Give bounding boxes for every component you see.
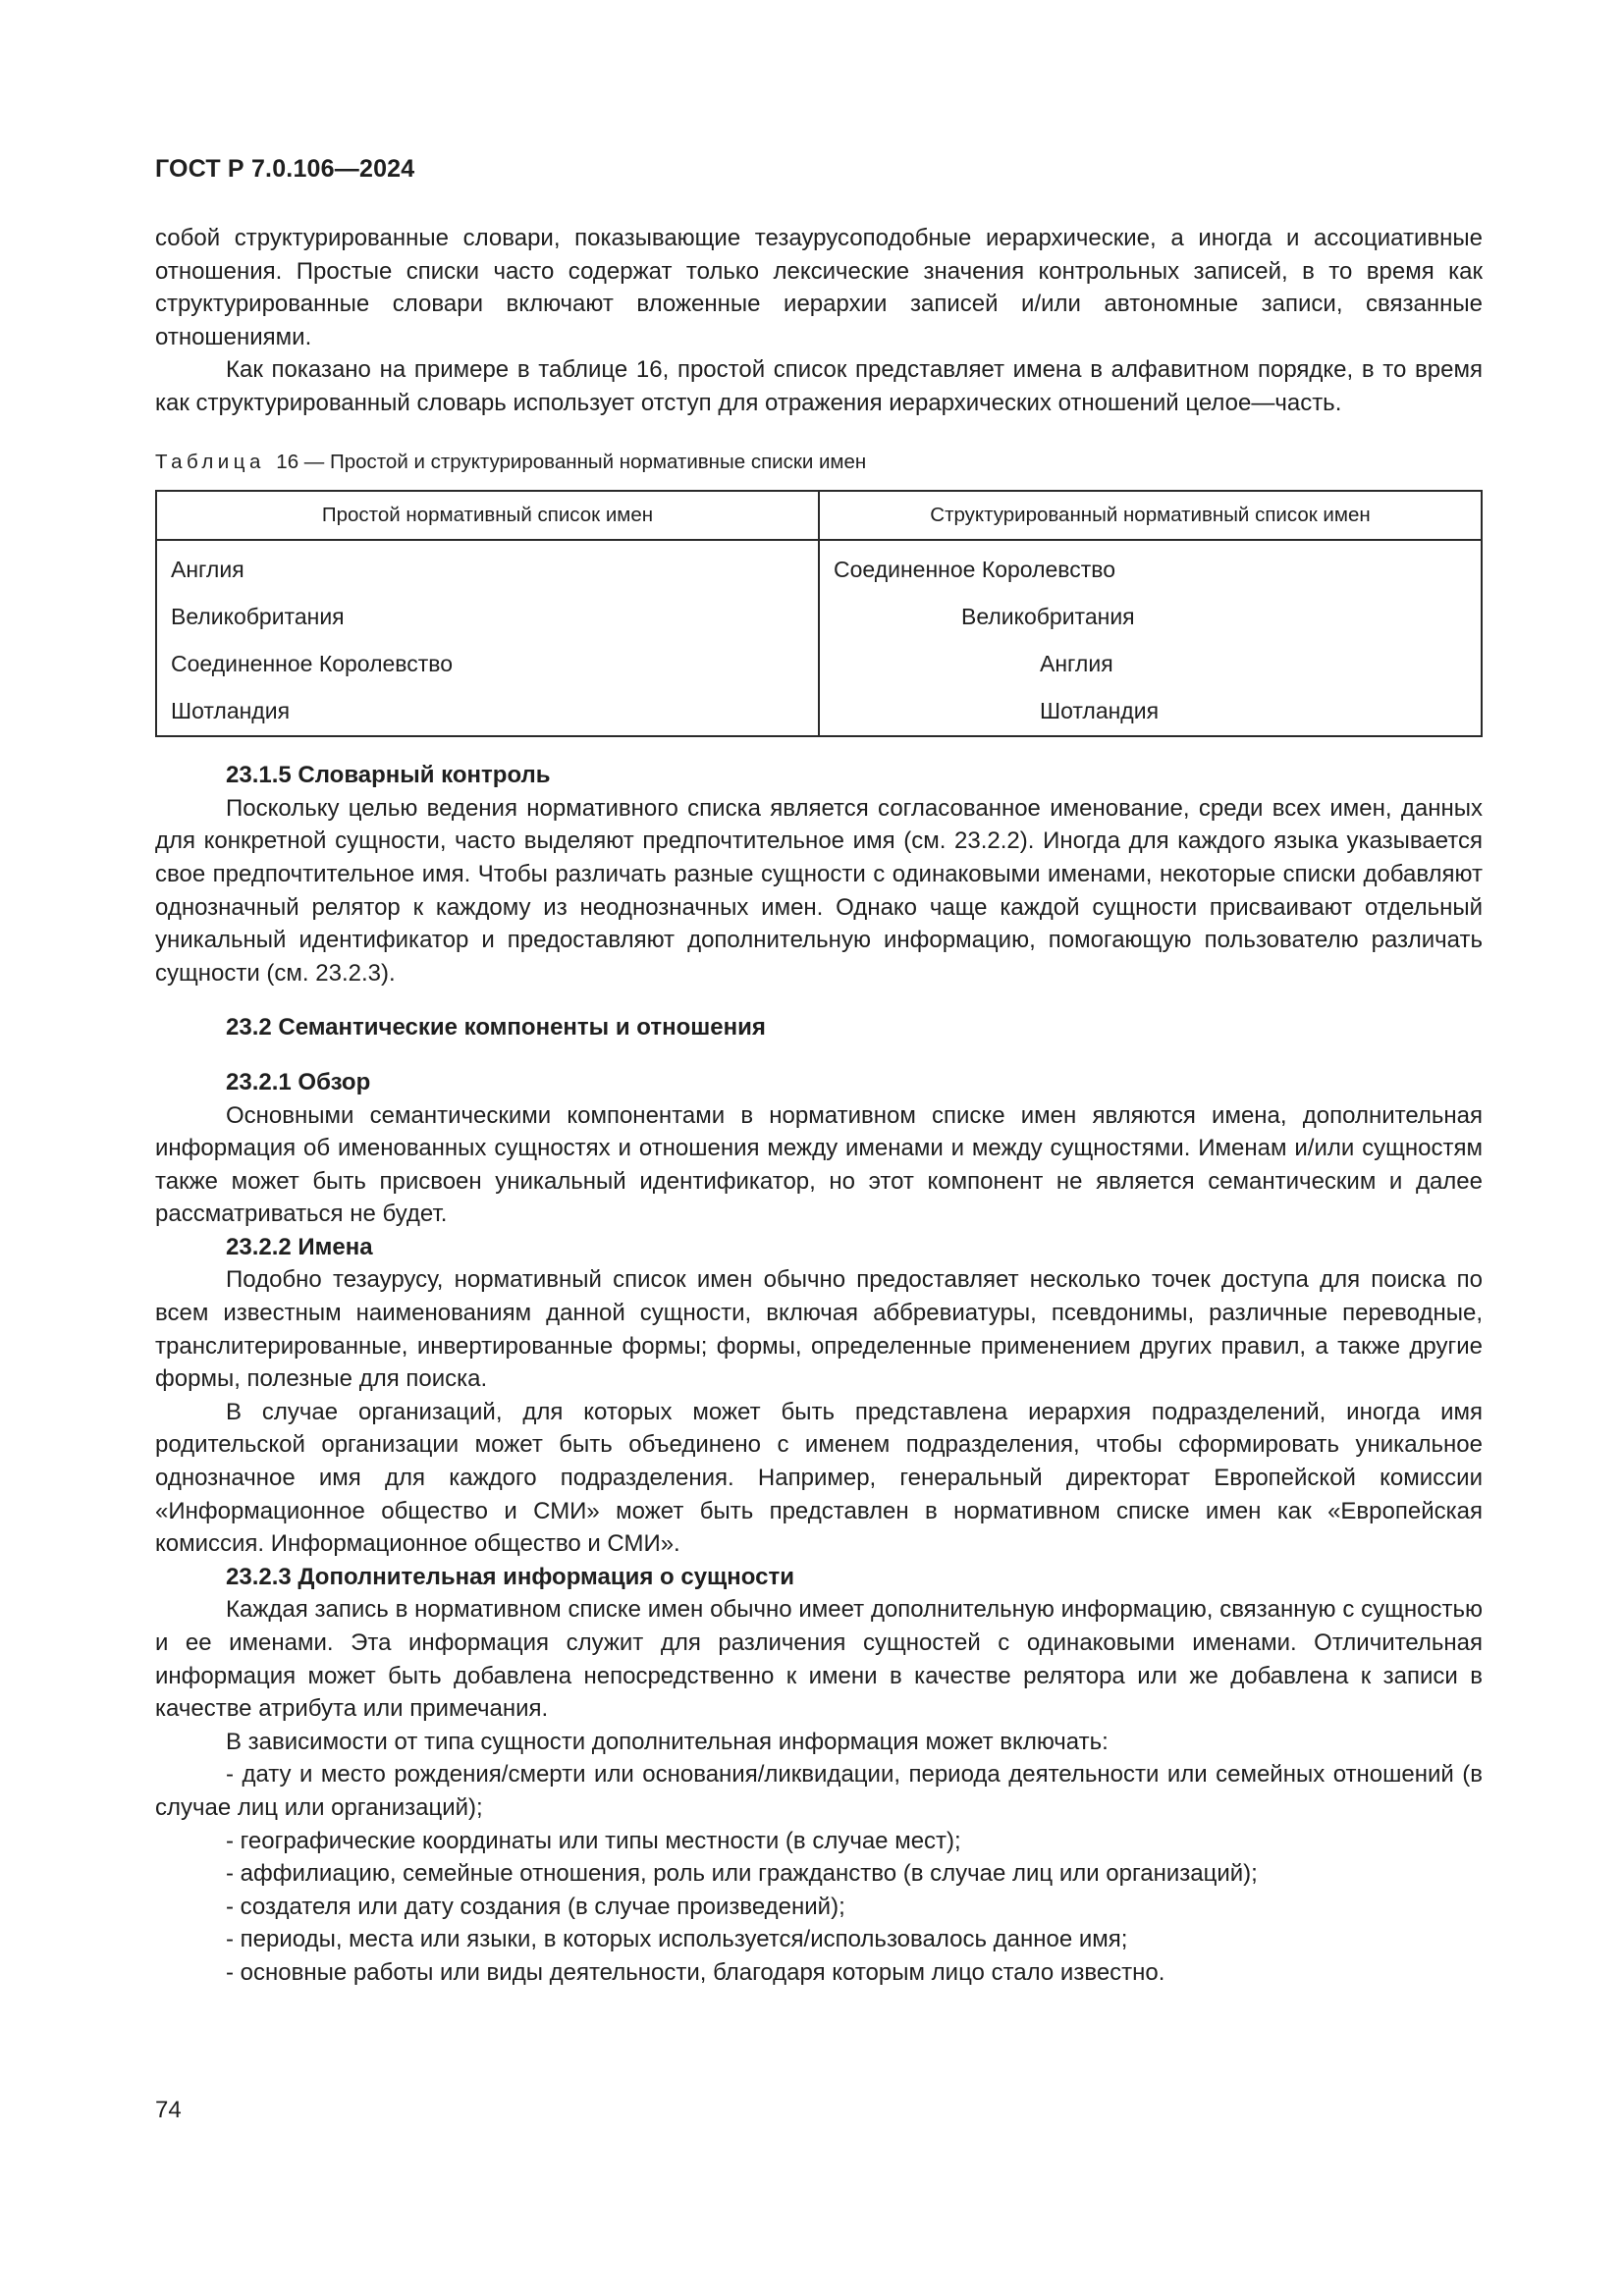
page-body	[155, 222, 1483, 1990]
column-header-simple: Простой нормативный список имен	[156, 491, 819, 540]
section-heading-23-2-2: 23.2.2 Имена	[226, 1233, 373, 1260]
intro-paragraph-1: собой структурированные словари, показывающие тезаурусоподобные иерархические, а иногда и ассоциативные отношения. Простые списки часто содержат только лексические значения контрольных записей, в то время как структурированные словари включают вложенные иерархии записей и/или автономные записи, связанные отношениями.	[155, 225, 1483, 350]
table-header-row	[156, 491, 1482, 540]
section-paragraph: В случае организаций, для которых может быть представлена иерархия подразделений, иногда имя родительской организации может быть объединено с именем подразделения, чтобы сформировать уникальное однозначное имя для каждого подразделения. Например, генеральный директорат Европейской комиссии «Информационное общество и СМИ» может быть представлен в нормативном списке имен как «Европейская комиссия. Информационное общество и СМИ».	[155, 1398, 1483, 1558]
section-heading-23-2-3: 23.2.3 Дополнительная информация о сущности	[226, 1563, 794, 1590]
section-paragraph: Поскольку целью ведения нормативного списка является согласованное именование, среди всех имен, данных для конкретной сущности, часто выделяют предпочтительное имя (см. 23.2.2). Иногда для каждого языка указывается свое предпочтительное имя. Чтобы различать разные сущности с одинаковыми именами, некоторые списки добавляют однозначный релятор к каждому из неоднозначных имен. Однако чаще каждой сущности присваивают отдельный уникальный идентификатор и предоставляют дополнительную информацию, помогающую пользователю различать сущности (см. 23.2.3).	[155, 794, 1483, 987]
section-paragraph: Подобно тезаурусу, нормативный список имен обычно предоставляет несколько точек доступа для поиска по всем известным наименованиям данной сущности, включая аббревиатуры, псевдонимы, различные переводные, транслитерированные, инвертированные формы; формы, определенные применением других правил, а также другие формы, полезные для поиска.	[155, 1266, 1483, 1393]
section-paragraph: Каждая запись в нормативном списке имен обычно имеет дополнительную информацию, связанную с сущностью и ее именами. Эта информация служит для различения сущностей с одинаковыми именами. Отличительная информация может быть добавлена непосредственно к имени в качестве релятора или же добавлена к записи в качестве атрибута или примечания.	[155, 1596, 1483, 1723]
section-heading-23-1-5: 23.1.5 Словарный контроль	[226, 762, 551, 789]
list-item: - географические координаты или типы местности (в случае мест);	[226, 1827, 961, 1854]
cell-simple: Великобритания	[156, 594, 819, 641]
list-item: - дату и место рождения/смерти или основания/ликвидации, периода деятельности или семейных отношений (в случае лиц или организаций);	[155, 1761, 1483, 1821]
section-heading-23-2: 23.2 Семантические компоненты и отношения	[226, 1014, 766, 1041]
column-header-structured: Структурированный нормативный список имен	[819, 491, 1482, 540]
list-item: - периоды, места или языки, в которых используется/использовалось данное имя;	[226, 1926, 1128, 1953]
table-row	[156, 594, 1482, 641]
table-row	[156, 540, 1482, 594]
table-caption	[155, 446, 1483, 479]
table-row	[156, 641, 1482, 688]
list-item: - основные работы или виды деятельности, благодаря которым лицо стало известно.	[226, 1958, 1165, 1986]
cell-simple: Шотландия	[156, 688, 819, 736]
table-caption-text: 16 — Простой и структурированный нормативные списки имен	[276, 450, 867, 473]
cell-structured-level-0: Соединенное Королевство	[819, 540, 1482, 594]
list-item: - создателя или дату создания (в случае произведений);	[226, 1893, 845, 1920]
cell-simple: Англия	[156, 540, 819, 594]
section-paragraph: В зависимости от типа сущности дополнительная информация может включать:	[226, 1728, 1109, 1755]
section-paragraph: Основными семантическими компонентами в нормативном списке имен являются имена, дополнительная информация об именованных сущностях и отношения между именами и между сущностями. Именам и/или сущностям также может быть присвоен уникальный идентификатор, но этот компонент не является семантическим и далее рассматриваться не будет.	[155, 1101, 1483, 1228]
intro-paragraph-2: Как показано на примере в таблице 16, простой список представляет имена в алфавитном порядке, в то время как структурированный словарь использует отступ для отражения иерархических отношений целое—часть.	[155, 356, 1483, 416]
names-table	[155, 490, 1483, 737]
list-item: - аффилиацию, семейные отношения, роль или гражданство (в случае лиц или организаций);	[226, 1860, 1258, 1888]
document-id-header: ГОСТ Р 7.0.106—2024	[155, 155, 415, 183]
table-caption-word: Таблица	[155, 450, 265, 473]
table-row	[156, 688, 1482, 736]
section-heading-23-2-1: 23.2.1 Обзор	[226, 1068, 371, 1095]
cell-structured-level-2: Англия	[819, 641, 1482, 688]
page-number: 74	[155, 2097, 182, 2123]
cell-structured-level-1: Великобритания	[819, 594, 1482, 641]
cell-simple: Соединенное Королевство	[156, 641, 819, 688]
cell-structured-level-2: Шотландия	[819, 688, 1482, 736]
